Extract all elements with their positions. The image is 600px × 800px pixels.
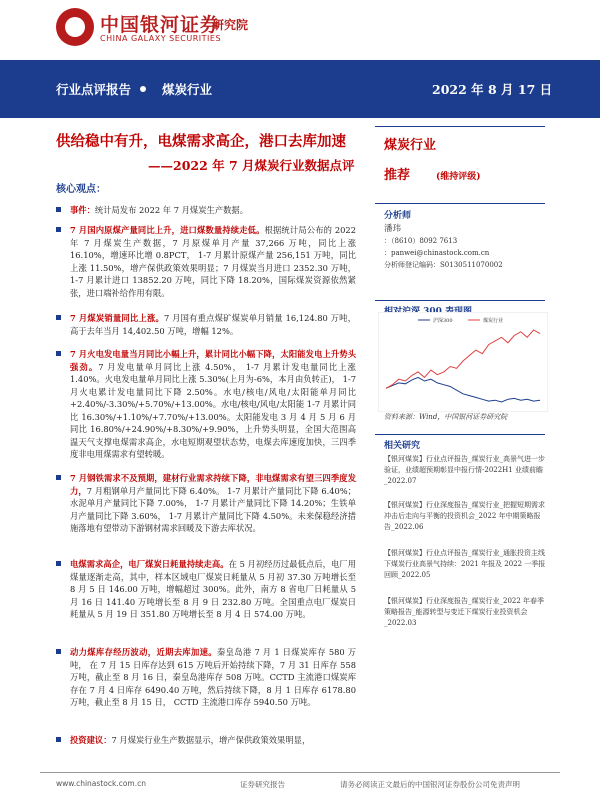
header-bar: [0, 60, 600, 118]
rating-note: (维持评级): [436, 172, 481, 182]
divider: [375, 300, 545, 301]
report-date: 2022 年 8 月 17 日: [432, 82, 553, 97]
report-title: 供给稳中有升，电煤需求高企，港口去库加速: [56, 133, 346, 150]
bullet-highlight: 7 月钢铁需求不及预期，建材行业需求持续下降，非电煤需求有望三四季度发力，: [70, 473, 356, 496]
bullet-highlight: 动力煤库存经历波动，近期去库加速。: [70, 647, 217, 657]
footer-center: 证券研究报告: [240, 780, 285, 789]
bullet-item: [56, 224, 356, 299]
bullet-square-icon: [56, 351, 61, 356]
bullet-text: 7 月国有重点煤矿煤炭单月销量 16,124.80 万吨，高于去年当月 14,402.50 万吨，增幅 12%。: [70, 313, 356, 336]
bullet-highlight: 7 月火电发电量当月同比小幅上升，累计同比小幅下降，太阳能发电上升势头强劲。: [70, 349, 356, 372]
bullet-square-icon: [56, 475, 61, 480]
bullet-highlight: 电煤需求高企，电厂煤炭日耗量持续走高。: [70, 559, 229, 569]
bullet-square-icon: [56, 207, 61, 212]
related-item[interactable]: 【银河煤炭】行业深度报告_煤炭行业_2022 年春季策略报告_能源转型与变迁下煤炭行业投资机会_2022.03: [384, 597, 545, 627]
bullet-square-icon: [56, 737, 61, 742]
bullet-square-icon: [56, 561, 61, 566]
report-type: 行业点评报告: [56, 82, 132, 97]
footer-divider: [40, 772, 560, 773]
analyst-phone: ：（8610）8092 7613: [384, 237, 458, 245]
analyst-cert: 分析师登记编码：S0130511070002: [384, 261, 503, 269]
bullet-text: 7 月发电量单月同比上涨 4.50%， 1-7 月累计发电量同比上涨 1.40%。火电发电量单月同比上涨 5.30%(上月为-6%，本月由负转正)， 1-7 月火电累计发电量同比下降 2.50%。水电/核电/风电/太阳能单月同比+2.40%/-3.30%/+5.70%/+13.00%。水电/核电/风电/太阳能 1-7 月累计同比 16.30%/+1.10%/+7.70%/+13.00%。太阳能发电 3 月 4 月 5 月 6 月同比 16.80%/+24.90%/+8.30%/+9.90%，上升势头明显，全国大范围高温天气支撑电煤需求高企，水电短期观望状态势，电煤去库速度加快，三四季度非电用煤需求有望转暖。: [70, 361, 356, 459]
bullet-square-icon: [56, 649, 61, 654]
chart-source: 资料来源：Wind，中国银河证券研究院: [384, 413, 508, 421]
bullet-text: 7 月粗钢单月产量同比下降 6.40%。 1-7 月累计产量同比下降 6.40%；水泥单月产量同比下降 7.00%， 1-7 月累计产量同比下降 14.20%；生铁单月产量同比下降 3.60%， 1-7 月累计产量同比下降 4.50%。未来保稳经济措施落地有望带动下游钢材需求回暖及下游去库状况。: [70, 485, 356, 533]
performance-chart: [378, 312, 548, 412]
footer-disclaimer: 请务必阅读正文最后的中国银河证券股份公司免责声明: [340, 780, 520, 789]
bullet-highlight: 事件：: [70, 205, 95, 215]
analyst-name: 潘玮: [384, 224, 402, 234]
bullet-dot-icon: [140, 86, 146, 92]
related-item[interactable]: 【银河煤炭】行业点评报告_煤炭行业_高景气进一步验证，业绩超预期彰显中报行情-2022H1 业绩前瞻_2022.07: [384, 455, 545, 485]
divider: [375, 203, 545, 204]
report-subtitle: ——2022 年 7 月煤炭行业数据点评: [148, 158, 355, 173]
divider: [375, 434, 545, 435]
sidebar-industry: 煤炭行业: [384, 138, 437, 153]
logo-icon: [56, 8, 94, 46]
related-item[interactable]: 【银河煤炭】行业点评报告_煤炭行业_通胀投资主线下煤炭行业高景气持续：2021 年报及 2022 一季报回顾_2022.05: [384, 549, 546, 579]
bullet-item: [56, 472, 356, 535]
bullet-text: 在 5 月初经历过最低点后，电厂用煤量逐渐走高，其中，样本区域电厂煤炭日耗量从 5 月初 37.30 万吨增长至 8 月 5 日 146.00 万吨，增幅超过 300%。此外，南方 8 省电厂日耗量从 5 月 16 日 141.40 万吨增长至 8 月 9 日 232.80 万吨。全国重点电厂煤炭日耗量从 5 月 19 日 351.80 万吨增长至 8 月 4 日 574.00 万吨。: [70, 559, 356, 619]
bullet-item: [56, 646, 356, 709]
analyst-label: 分析师: [384, 211, 412, 221]
analyst-email: ：panwei@chinastock.com.cn: [384, 249, 490, 257]
org-name-en: CHINA GALAXY SECURITIES: [100, 34, 222, 43]
divider: [375, 126, 545, 127]
footer-url[interactable]: www.chinastock.com.cn: [56, 779, 146, 788]
chart-frame: [378, 312, 548, 412]
bullet-item: [56, 558, 356, 621]
related-label: 相关研究: [384, 441, 421, 451]
bullet-item: [56, 348, 356, 461]
bullet-square-icon: [56, 227, 61, 232]
industry-label: 煤炭行业: [162, 82, 213, 97]
bullet-text: 秦皇岛港 7 月 1 日煤炭库存 580 万吨， 在 7 月 15 日库存达到 615 万吨后开始持续下降，7 月 31 日库存 558 万吨，截止至 8 月 16 日，秦皇岛港库存 508 万吨。CCTD 主流港口煤炭库存在 7 月 4 日库存 6490.40 万吨，然后持续下降，8 月 1 日库存 6178.80 万吨，截止至 8 月 15 日， CCTD 主流港口库存 5940.50 万吨。: [70, 647, 356, 707]
legend-label: 沪深300: [433, 318, 453, 324]
bullet-highlight: 7 月煤炭销量同比上涨。: [70, 313, 164, 323]
bullet-text: 统计局发布 2022 年 7 月煤炭生产数据。: [94, 205, 249, 215]
legend-label: 煤炭行业: [483, 318, 504, 324]
institute-label: 研究院: [212, 18, 249, 32]
bullet-item: [56, 204, 356, 217]
core-label: 核心观点：: [56, 184, 106, 195]
bullet-item: [56, 734, 356, 747]
bullet-text: 7 月煤炭行业生产数据显示，增产保供政策效果明显，: [111, 735, 311, 745]
bullet-highlight: 投资建议：: [70, 735, 112, 745]
org-name-cn: 中国银河证券: [100, 14, 221, 36]
related-item[interactable]: 【银河煤炭】行业深度报告_煤炭行业_把握短期需求冲击后走向与平衡的投资机会_2022 年中期策略报告_2022.06: [384, 501, 545, 531]
bullet-text: 根据统计局公布的 2022 年 7 月煤炭生产数据，7 月原煤单月产量 37,266 万吨，同比上涨 16.10%，增速环比增 0.8PCT， 1-7 月累计原煤产量 256,151 万吨，同比上涨 11.50%，增产保供政策效果明显；7 月煤炭当月进口 2352.30 万吨， 1-7 月累计进口 13852.20 万吨，同比下降 18.20%，国际煤炭资源依然紧张，进口端补给作用有限。: [70, 225, 356, 298]
bullet-highlight: 7 月国内原煤产量同比上升，进口煤数量持续走低。: [70, 225, 265, 235]
rating-label: 推荐: [384, 168, 411, 183]
bullet-item: [56, 312, 356, 337]
bullet-square-icon: [56, 315, 61, 320]
